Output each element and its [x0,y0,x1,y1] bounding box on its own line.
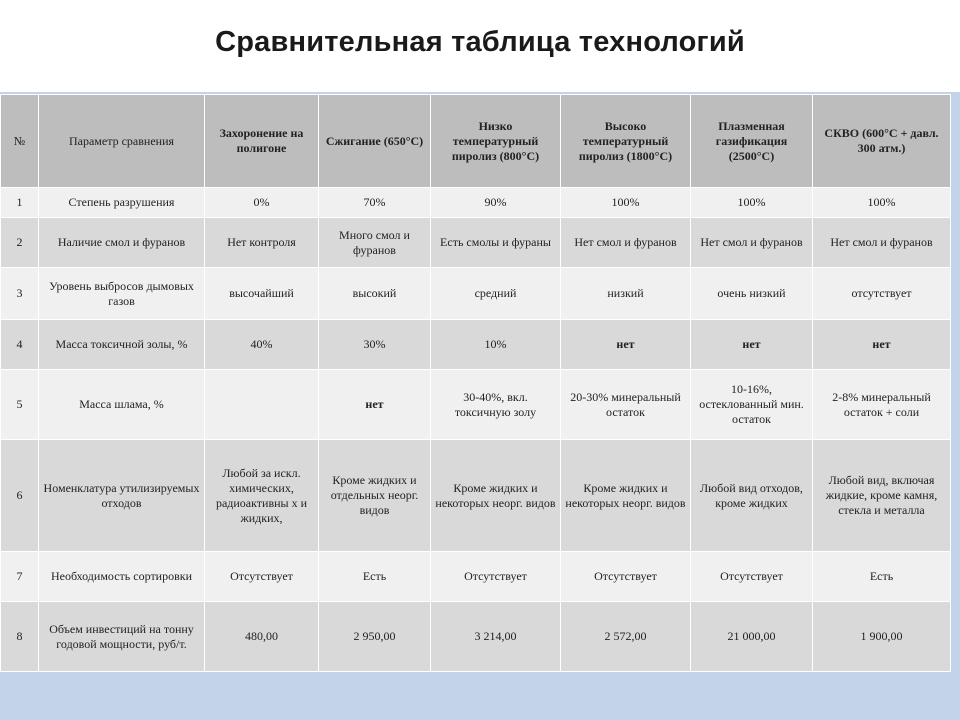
table-cell: Отсутствует [205,552,319,602]
row-number: 7 [1,552,39,602]
table-cell: 2-8% минеральный остаток + соли [813,370,951,440]
table-cell: 40% [205,320,319,370]
table-cell: 70% [319,188,431,218]
table-cell: Есть [319,552,431,602]
table-cell: 1 900,00 [813,602,951,672]
table-cell: Нет смол и фуранов [691,218,813,268]
header-cell-landfill: Захоронение на полигоне [205,95,319,188]
page-title: Сравнительная таблица технологий [215,26,745,58]
table-cell: нет [813,320,951,370]
table-cell [205,370,319,440]
table-cell: Любой вид отходов, кроме жидких [691,440,813,552]
table-cell: 100% [813,188,951,218]
row-parameter: Объем инвестиций на тонну годовой мощности, руб/т. [39,602,205,672]
table-cell: высокий [319,268,431,320]
table-cell: Отсутствует [691,552,813,602]
table-cell: Любой вид, включая жидкие, кроме камня, стекла и металла [813,440,951,552]
table-cell: Отсутствует [561,552,691,602]
table-cell: 10-16%, остеклованный мин. остаток [691,370,813,440]
row-number: 4 [1,320,39,370]
table-cell: Нет смол и фуранов [813,218,951,268]
table-cell: Кроме жидких и отдельных неорг. видов [319,440,431,552]
header-cell-low-temp-pyrolysis: Низко температурный пиролиз (800°С) [431,95,561,188]
row-parameter: Номенклатура утилизируемых отходов [39,440,205,552]
table-cell: 20-30% минеральный остаток [561,370,691,440]
table-cell: 30% [319,320,431,370]
table-cell: 30-40%, вкл. токсичную золу [431,370,561,440]
row-parameter: Уровень выбросов дымовых газов [39,268,205,320]
table-cell: низкий [561,268,691,320]
table-cell: Много смол и фуранов [319,218,431,268]
table-cell: средний [431,268,561,320]
table-cell: отсутствует [813,268,951,320]
table-cell: нет [691,320,813,370]
table-row [1,602,951,672]
table-row [1,320,951,370]
header-cell-scwo: СКВО (600°С + давл. 300 атм.) [813,95,951,188]
table-cell: Отсутствует [431,552,561,602]
table-header-row [1,95,951,188]
table-cell: Кроме жидких и некоторых неорг. видов [431,440,561,552]
table-row [1,268,951,320]
row-number: 1 [1,188,39,218]
row-number: 6 [1,440,39,552]
table-cell: 2 950,00 [319,602,431,672]
comparison-table [0,94,951,672]
table-cell: 480,00 [205,602,319,672]
row-number: 3 [1,268,39,320]
table-cell: 10% [431,320,561,370]
table-cell: высочайший [205,268,319,320]
table-cell: 0% [205,188,319,218]
row-number: 2 [1,218,39,268]
row-parameter: Масса токсичной золы, % [39,320,205,370]
table-cell: 3 214,00 [431,602,561,672]
header-cell-parameter: Параметр сравнения [39,95,205,188]
header-cell-number: № [1,95,39,188]
table-cell: Есть смолы и фураны [431,218,561,268]
table-cell: нет [319,370,431,440]
row-parameter: Необходимость сортировки [39,552,205,602]
table-cell: 2 572,00 [561,602,691,672]
header-cell-plasma-gasification: Плазменная газификация (2500°С) [691,95,813,188]
header-cell-incineration: Сжигание (650°С) [319,95,431,188]
table-cell: очень низкий [691,268,813,320]
table-row [1,188,951,218]
table-cell: 100% [561,188,691,218]
table-cell: Нет смол и фуранов [561,218,691,268]
row-parameter: Степень разрушения [39,188,205,218]
row-number: 5 [1,370,39,440]
table-cell: Кроме жидких и некоторых неорг. видов [561,440,691,552]
row-number: 8 [1,602,39,672]
header-cell-high-temp-pyrolysis: Высоко температурный пиролиз (1800°С) [561,95,691,188]
table-cell: 100% [691,188,813,218]
table-cell: Нет контроля [205,218,319,268]
table-cell: нет [561,320,691,370]
table-row [1,218,951,268]
row-parameter: Наличие смол и фуранов [39,218,205,268]
table-row [1,552,951,602]
table-row [1,440,951,552]
row-parameter: Масса шлама, % [39,370,205,440]
table-cell: Любой за искл. химических, радиоактивны х и жидких, [205,440,319,552]
table-cell: 21 000,00 [691,602,813,672]
table-cell: Есть [813,552,951,602]
table-cell: 90% [431,188,561,218]
table-row [1,370,951,440]
